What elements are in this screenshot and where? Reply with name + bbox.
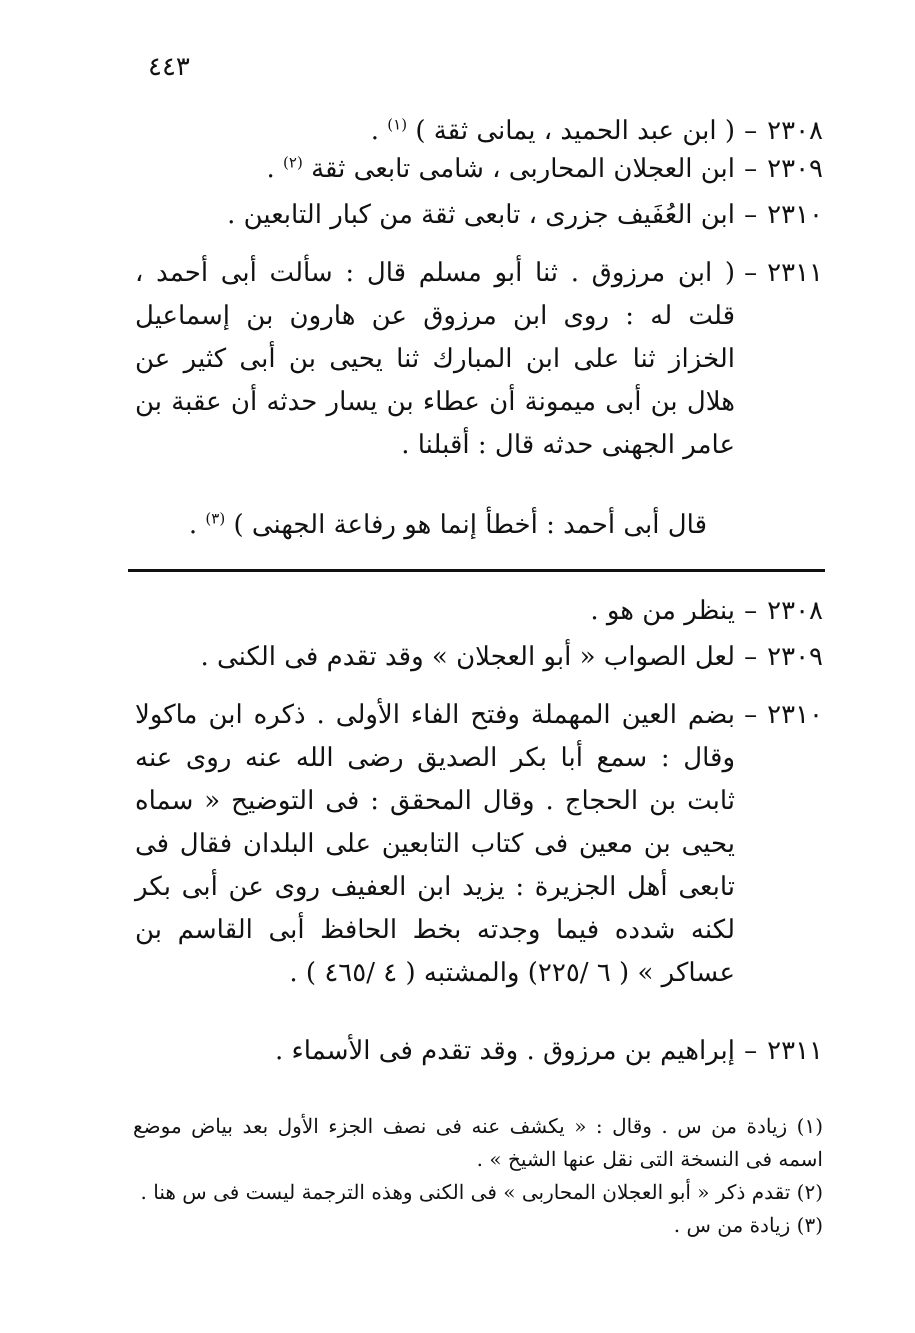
footnotes xyxy=(133,1110,823,1242)
note-text: ينظر من هو . xyxy=(590,596,735,626)
note-2311: ٢٣١١– إبراهيم بن مرزوق . وقد تقدم فى الأسماء . xyxy=(275,1030,823,1073)
entry-number: ٢٣١١ xyxy=(767,258,823,288)
note-2310: ٢٣١٠– بضم العين المهملة وفتح الفاء الأولى . ذكره ابن ماكولا وقال : سمع أبا بكر الصديق رضى الله عنه روى عنه ثابت بن الحجاج . وقال المحقق : فى التوضيح « سماه يحيى بن معين فى كتاب التابعين على البلدان فقال فى تابعى أهل الجزيرة : يزيد ابن العفيف روى عن أبى بكر لكنه شدده فيما وجدته بخط الحافظ أبى القاسم بن عساكر » ( ٦ /٢٢٥) والمشتبه ( ٤ /٤٦٥ ) . xyxy=(135,694,823,995)
note-number: ٢٣٠٨ xyxy=(767,596,823,626)
entry-text: ابن العجلان المحاربى ، شامى تابعى ثقة xyxy=(311,154,735,184)
note-number: ٢٣٠٩ xyxy=(767,642,823,672)
note-number: ٢٣١٠ xyxy=(767,700,823,730)
note-text: لعل الصواب « أبو العجلان » وقد تقدم فى الكنى . xyxy=(200,642,735,672)
footnote-3: (٣) زيادة من س . xyxy=(673,1213,823,1237)
footnote-ref: (٣) xyxy=(205,509,226,528)
entry-number: ٢٣٠٨ xyxy=(767,116,823,146)
footnote-ref: (١) xyxy=(387,115,408,134)
section-divider xyxy=(128,569,825,572)
note-text: إبراهيم بن مرزوق . وقد تقدم فى الأسماء . xyxy=(274,1036,735,1066)
footnote-2: (٢) تقدم ذكر « أبو العجلان المحاربى » فى الكنى وهذه الترجمة ليست فى س هنا . xyxy=(140,1180,823,1204)
entry-2309: ٢٣٠٩– ابن العجلان المحاربى ، شامى تابعى ثقة $^{(٢)}$ . xyxy=(266,153,823,184)
page-number: ٤٤٣ xyxy=(148,52,190,82)
footnote-1: (١) زيادة من س . وقال : « يكشف عنه فى نصف الجزء الأول بعد بياض موضع اسمه فى النسخة التى نقل عنها الشيخ » . xyxy=(133,1114,823,1171)
note-number: ٢٣١١ xyxy=(767,1036,823,1066)
entry-text: ( ابن عبد الحميد ، يمانى ثقة ) xyxy=(415,116,735,146)
footnote-ref: (٢) xyxy=(283,153,303,172)
entry-number: ٢٣١٠ xyxy=(767,200,823,230)
entry-number: ٢٣٠٩ xyxy=(767,154,823,184)
entry-2310: ٢٣١٠– ابن العُفَيف جزرى ، تابعى ثقة من كبار التابعين . xyxy=(227,194,823,237)
note-2309: ٢٣٠٩– لعل الصواب « أبو العجلان » وقد تقدم فى الكنى . xyxy=(200,636,823,679)
entry-2308: ٢٣٠٨– ( ابن عبد الحميد ، يمانى ثقة ) $^{(١)}$ . xyxy=(370,115,823,146)
entry-text: ابن العُفَيف جزرى ، تابعى ثقة من كبار التابعين . xyxy=(227,200,735,230)
note-text: بضم العين المهملة وفتح الفاء الأولى . ذكره ابن ماكولا وقال : سمع أبا بكر الصديق رضى الله عنه روى عنه ثابت بن الحجاج . وقال المحقق : فى التوضيح « سماه يحيى بن معين فى كتاب التابعين على البلدان فقال فى تابعى أهل الجزيرة : يزيد ابن العفيف روى عن أبى بكر لكنه شدده فيما وجدته بخط الحافظ أبى القاسم بن عساكر » ( ٦ /٢٢٥) والمشتبه ( ٤ /٤٦٥ ) . xyxy=(135,700,735,988)
entry-2311-continuation: قال أبى أحمد : أخطأ إنما هو رفاعة الجهنى ) $^{(٣)}$ . xyxy=(188,509,707,540)
entry-2311: ٢٣١١– ( ابن مرزوق . ثنا أبو مسلم قال : سألت أبى أحمد ، قلت له : روى ابن مرزوق عن هارون بن إسماعيل الخزاز ثنا على ابن المبارك ثنا يحيى بن أبى كثير عن هلال بن أبى ميمونة أن عطاء بن يسار حدثه أن عقبة بن عامر الجهنى حدثه قال : أقبلنا . xyxy=(135,252,823,467)
note-2308: ٢٣٠٨– ينظر من هو . xyxy=(590,590,823,633)
entry-text: ( ابن مرزوق . ثنا أبو مسلم قال : سألت أبى أحمد ، قلت له : روى ابن مرزوق عن هارون بن إسماعيل الخزاز ثنا على ابن المبارك ثنا يحيى بن أبى كثير عن هلال بن أبى ميمونة أن عطاء بن يسار حدثه أن عقبة بن عامر الجهنى حدثه قال : أقبلنا . xyxy=(135,258,735,460)
